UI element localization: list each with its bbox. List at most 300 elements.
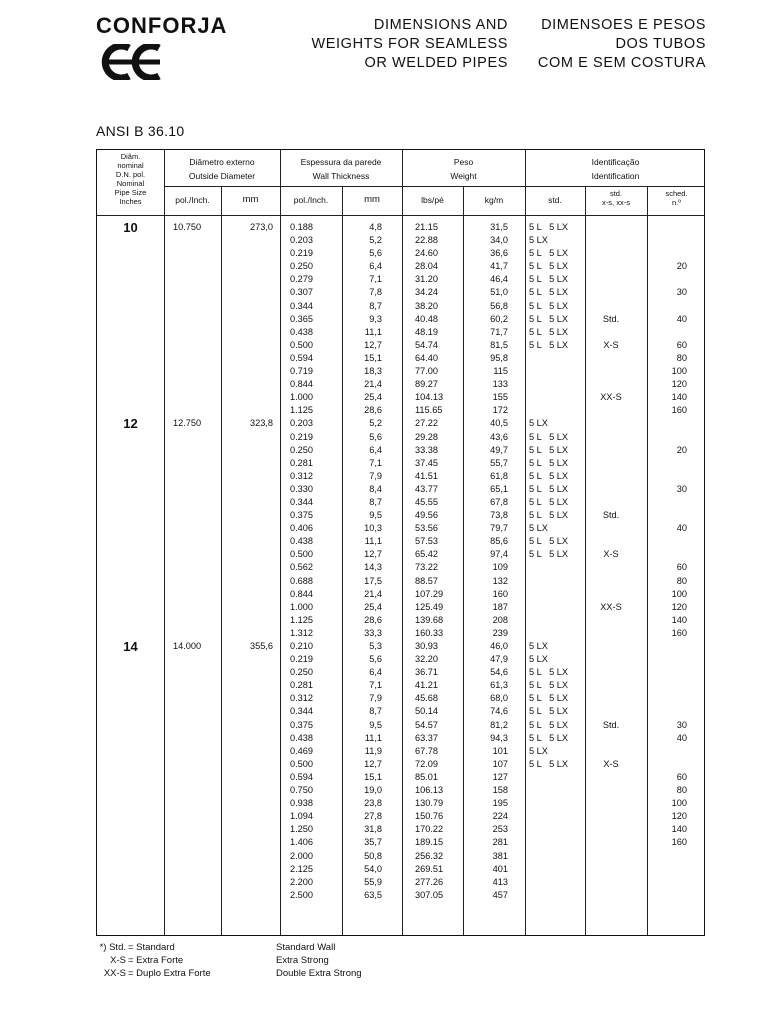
strength-class-cell: X-S [603,758,619,769]
col-divider [525,150,526,935]
schedule-cell [647,679,687,692]
std-designation-cell: 5 L 5 LX [529,457,568,468]
std-designation-cell: 5 L 5 LX [529,326,568,337]
strength-class-cell [585,797,637,810]
schedule-cell: 160 [671,837,687,848]
schedule-cell [647,273,687,286]
wall-inch-cell: 1.250 [290,824,313,835]
std-designation-cell: 5 L 5 LX [529,313,568,324]
od-mm-cell: 273,0 [250,222,273,232]
std-designation-cell: 5 LX [529,235,548,246]
strength-class-cell [585,326,637,339]
schedule-cell: 160 [671,405,687,416]
weight-kg-cell: 132 [492,575,508,586]
wall-inch-cell: 0.438 [290,536,313,547]
wall-inch-cell: 0.938 [290,798,313,809]
wall-mm-cell: 15,1 [364,352,382,363]
schedule-cell [647,221,687,234]
wall-inch-cell: 0.281 [290,457,313,468]
strength-column [585,221,637,902]
note-line [82,954,211,967]
wall-inch-cell: 0.500 [290,758,313,769]
schedule-cell [647,457,687,470]
weight-lbs-column [415,221,461,902]
company-logo [96,14,231,80]
weight-lbs-cell: 57.53 [415,536,438,547]
schedule-cell [647,326,687,339]
header-text: Outside Diameter [188,171,256,181]
wall-mm-cell: 35,7 [364,837,382,848]
header-text: std. [609,189,623,198]
weight-kg-cell: 47,9 [490,654,508,665]
weight-lbs-cell: 150.76 [415,811,444,822]
std-designation-cell: 5 LX [529,641,548,651]
header-text: Pipe Size [114,188,147,197]
header-weight-kg: kg/m [484,195,504,205]
strength-class-cell [585,273,637,286]
std-designation-cell [529,352,585,365]
od-inch-cell: 12.750 [173,418,202,429]
schedule-cell: 40 [676,523,687,534]
weight-lbs-cell: 307.05 [415,889,444,900]
wall-mm-cell: 19,0 [364,785,382,796]
weight-lbs-cell: 67.78 [415,745,438,756]
wall-mm-cell: 55,9 [364,876,382,887]
wall-inch-cell: 2.000 [290,850,313,861]
strength-class-cell [585,876,637,889]
std-designation-cell [529,823,585,836]
weight-kg-cell: 281 [492,837,508,848]
schedule-cell [647,234,687,247]
note-text: Double Extra Strong [276,968,362,979]
wall-inch-cell: 0.219 [290,654,313,665]
note-code: XX-S [103,968,126,979]
wall-inch-cell: 0.330 [290,483,313,494]
standard-label: ANSI B 36.10 [96,123,185,139]
wall-inch-cell: 0.500 [290,339,313,350]
nominal-size-cell: 14 [123,639,138,654]
std-designation-cell [529,601,585,614]
weight-kg-cell: 43,6 [490,431,508,442]
header-od-inch: pol./Inch. [175,195,210,205]
schedule-cell: 20 [676,261,687,272]
schedule-cell [647,535,687,548]
wall-mm-cell: 5,6 [369,248,382,259]
note-text: = Standard [128,942,175,953]
nominal-size-cell: 12 [123,416,138,432]
weight-lbs-cell: 48.19 [415,326,438,337]
wall-inch-cell: 0.279 [290,274,313,285]
weight-kg-cell: 65,1 [490,483,508,494]
std-designation-cell [529,850,585,863]
schedule-cell: 80 [676,352,687,363]
weight-kg-column [463,221,508,902]
strength-class-cell [585,234,637,247]
wall-inch-cell: 1.000 [290,392,313,403]
wall-mm-cell: 6,4 [369,261,382,272]
weight-lbs-cell: 63.37 [415,732,438,743]
col-divider [402,150,403,935]
schedule-cell: 140 [671,614,687,625]
header-text: n.º [672,198,681,207]
od-inch-column [173,221,221,902]
std-designation-cell: 5 LX [529,418,548,429]
wall-mm-cell: 5,2 [369,235,382,246]
wall-inch-cell: 0.344 [290,300,313,311]
wall-mm-cell: 9,5 [369,719,382,730]
cc-logo-icon [96,44,164,80]
strength-class-cell [585,247,637,260]
header-text: nominal [117,161,144,170]
weight-lbs-cell: 53.56 [415,523,438,534]
header-text: Wall Thickness [312,171,370,181]
title-pt-line: DIMENSOES E PESOS [541,17,706,33]
std-designation-cell [529,614,585,627]
strength-class-cell [585,431,637,444]
std-designation-cell: 5 L 5 LX [529,693,568,704]
nominal-size-column [97,221,164,902]
schedule-cell: 120 [671,601,687,612]
schedule-cell: 160 [671,627,687,638]
weight-lbs-cell: 65.42 [415,549,438,560]
od-inch-cell: 14.000 [173,641,202,651]
wall-mm-cell: 5,2 [369,418,382,429]
footnote-marker: *) [99,942,107,953]
strength-class-cell [585,745,637,758]
weight-lbs-cell: 54.57 [415,719,438,730]
weight-kg-cell: 31,5 [490,222,508,232]
wall-mm-cell: 7,1 [369,457,382,468]
weight-kg-cell: 41,7 [490,261,508,272]
weight-lbs-cell: 106.13 [415,785,444,796]
schedule-cell [647,470,687,483]
std-designation-cell: 5 L 5 LX [529,758,568,769]
wall-inch-cell: 0.203 [290,235,313,246]
std-designation-cell: 5 L 5 LX [529,706,568,717]
weight-lbs-cell: 32.20 [415,654,438,665]
std-designation-cell [529,771,585,784]
strength-class-cell [585,470,637,483]
schedule-cell [647,496,687,509]
wall-mm-cell: 28,6 [364,405,382,416]
std-designation-cell: 5 L 5 LX [529,444,568,455]
wall-inch-cell: 1.125 [290,405,313,416]
std-designation-cell: 5 L 5 LX [529,667,568,678]
std-designation-cell: 5 L 5 LX [529,510,568,521]
wall-inch-cell: 0.438 [290,732,313,743]
wall-mm-cell: 6,4 [369,667,382,678]
std-designation-cell: 5 LX [529,523,548,534]
schedule-cell: 20 [676,444,687,455]
header-text: Espessura da parede [300,157,382,167]
wall-inch-cell: 0.688 [290,575,313,586]
weight-lbs-cell: 189.15 [415,837,444,848]
note-code [82,941,128,954]
schedule-cell [647,863,687,876]
header-text: Weight [450,171,477,181]
schedule-cell: 40 [676,732,687,743]
weight-kg-cell: 160 [492,588,508,599]
weight-kg-cell: 97,4 [490,549,508,560]
std-designation-cell [529,863,585,876]
wall-inch-cell: 0.210 [290,641,313,651]
weight-kg-cell: 187 [492,601,508,612]
schedule-cell: 100 [671,588,687,599]
row-divider [97,215,704,216]
wall-mm-cell: 21,4 [364,379,382,390]
std-designation-cell: 5 L 5 LX [529,719,568,730]
row-divider [164,186,704,187]
weight-lbs-cell: 22.88 [415,235,438,246]
std-designation-cell: 5 L 5 LX [529,274,568,285]
wall-inch-cell: 0.500 [290,549,313,560]
schedule-cell [647,247,687,260]
weight-lbs-cell: 269.51 [415,863,444,874]
header-wall-inch: pol./Inch. [293,195,329,205]
weight-lbs-cell: 130.79 [415,798,444,809]
weight-kg-cell: 74,6 [490,706,508,717]
std-designation-cell: 5 LX [529,654,548,665]
col-divider [280,150,281,935]
weight-lbs-cell: 45.68 [415,693,438,704]
wall-inch-cell: 0.250 [290,667,313,678]
abbreviation-notes-pt [82,941,211,980]
weight-lbs-cell: 89.27 [415,379,438,390]
weight-kg-cell: 127 [492,771,508,782]
weight-kg-cell: 36,6 [490,248,508,259]
wall-mm-cell: 23,8 [364,798,382,809]
weight-lbs-cell: 54.74 [415,339,438,350]
weight-lbs-cell: 24.60 [415,248,438,259]
strength-class-cell [585,653,637,666]
wall-inch-cell: 1.312 [290,627,313,638]
wall-mm-cell: 4,8 [369,222,382,232]
strength-class-cell [585,823,637,836]
weight-lbs-cell: 256.32 [415,850,444,861]
weight-lbs-cell: 72.09 [415,758,438,769]
std-designation-cell: 5 L 5 LX [529,261,568,272]
strength-class-cell [585,640,637,653]
weight-lbs-cell: 41.51 [415,470,438,481]
schedule-cell: 120 [671,811,687,822]
std-designation-cell: 5 L 5 LX [529,339,568,350]
weight-kg-cell: 239 [492,627,508,638]
weight-lbs-cell: 170.22 [415,824,444,835]
wall-inch-cell: 0.219 [290,248,313,259]
wall-inch-cell: 0.281 [290,680,313,691]
wall-inch-cell: 0.365 [290,313,313,324]
wall-inch-cell: 0.344 [290,706,313,717]
wall-inch-cell: 0.844 [290,588,313,599]
schedule-cell: 140 [671,824,687,835]
logo-brand-text: CONFORJA [96,13,228,38]
std-designation-cell [529,575,585,588]
weight-kg-cell: 94,3 [490,732,508,743]
schedule-cell: 40 [676,313,687,324]
header-text: Peso [453,157,474,167]
weight-lbs-cell: 73.22 [415,562,438,573]
header-identification [525,157,706,181]
std-designation-cell [529,588,585,601]
weight-lbs-cell: 104.13 [415,392,444,403]
wall-inch-cell: 0.719 [290,366,313,377]
weight-lbs-cell: 125.49 [415,601,444,612]
weight-kg-cell: 79,7 [490,523,508,534]
header-text: x-s, xx-s [602,198,630,207]
wall-mm-cell: 25,4 [364,601,382,612]
weight-kg-cell: 67,8 [490,496,508,507]
weight-kg-cell: 208 [492,614,508,625]
wall-mm-cell: 5,3 [369,641,382,651]
weight-lbs-cell: 43.77 [415,483,438,494]
wall-mm-cell: 25,4 [364,392,382,403]
wall-mm-cell: 18,3 [364,366,382,377]
wall-mm-cell: 5,6 [369,654,382,665]
weight-kg-cell: 85,6 [490,536,508,547]
weight-lbs-cell: 30.93 [415,641,438,651]
schedule-cell [647,653,687,666]
strength-class-cell [585,810,637,823]
weight-kg-cell: 81,5 [490,339,508,350]
schedule-cell: 80 [676,785,687,796]
weight-kg-cell: 133 [492,379,508,390]
wall-inch-cell: 0.438 [290,326,313,337]
wall-mm-cell: 9,3 [369,313,382,324]
title-portuguese [538,16,706,73]
header-text: Diâmetro externo [189,157,255,167]
std-designation-cell: 5 L 5 LX [529,680,568,691]
schedule-cell [647,705,687,718]
schedule-cell: 60 [676,771,687,782]
weight-lbs-cell: 28.04 [415,261,438,272]
weight-kg-cell: 40,5 [490,418,508,429]
od-mm-column [221,221,273,902]
strength-class-cell [585,221,637,234]
schedule-cell: 100 [671,366,687,377]
note-text: = Duplo Extra Forte [128,968,211,979]
od-mm-cell: 323,8 [250,418,273,429]
header-std-strength [585,189,647,207]
wall-inch-cell: 1.125 [290,614,313,625]
weight-lbs-cell: 64.40 [415,352,438,363]
std-designation-cell: 5 L 5 LX [529,732,568,743]
weight-kg-cell: 195 [492,798,508,809]
weight-kg-cell: 101 [492,745,508,756]
title-english [312,16,509,73]
title-en-line: OR WELDED PIPES [364,55,508,71]
std-designation-cell: 5 L 5 LX [529,536,568,547]
weight-kg-cell: 253 [492,824,508,835]
weight-lbs-cell: 38.20 [415,300,438,311]
schedule-cell: 30 [676,483,687,494]
wall-mm-cell: 8,7 [369,706,382,717]
weight-kg-cell: 115 [493,366,508,377]
weight-kg-cell: 56,8 [490,300,508,311]
schedule-cell [647,300,687,313]
strength-class-cell [585,286,637,299]
schedule-cell: 30 [676,719,687,730]
wall-mm-cell: 54,0 [364,863,382,874]
weight-lbs-cell: 27.22 [415,418,438,429]
wall-inch-cell: 0.375 [290,719,313,730]
wall-inch-cell: 0.344 [290,496,313,507]
wall-mm-cell: 8,7 [369,496,382,507]
header-od-mm: mm [242,194,259,205]
weight-kg-cell: 51,0 [490,287,508,298]
std-designation-cell [529,378,585,391]
std-designation-cell [529,784,585,797]
std-designation-cell: 5 L 5 LX [529,470,568,481]
wall-mm-cell: 8,7 [369,300,382,311]
strength-class-cell [585,588,637,601]
header-schedule [647,189,706,207]
note-line [82,967,211,980]
std-column [529,221,585,902]
std-designation-cell [529,561,585,574]
schedule-cell [647,876,687,889]
weight-kg-cell: 155 [492,392,508,403]
std-designation-cell [529,876,585,889]
schedule-cell [647,692,687,705]
note-text: Extra Strong [276,955,329,966]
weight-lbs-cell: 277.26 [415,876,444,887]
od-mm-cell: 355,6 [250,641,273,651]
wall-inch-cell: 0.375 [290,510,313,521]
title-en-line: DIMENSIONS AND [373,17,508,33]
schedule-cell [647,745,687,758]
col-divider [164,150,165,935]
weight-kg-cell: 61,8 [490,470,508,481]
wall-mm-cell: 21,4 [364,588,382,599]
wall-mm-cell: 7,1 [369,274,382,285]
wall-mm-cell: 12,7 [364,549,382,560]
weight-lbs-cell: 88.57 [415,575,438,586]
wall-mm-cell: 15,1 [364,771,382,782]
note-text: = Extra Forte [128,955,184,966]
weight-kg-cell: 73,8 [490,510,508,521]
strength-class-cell: Std. [602,510,620,521]
wall-mm-cell: 12,7 [364,758,382,769]
weight-lbs-cell: 29.28 [415,431,438,442]
wall-mm-cell: 50,8 [364,850,382,861]
wall-mm-column [342,221,382,902]
wall-mm-cell: 5,6 [369,431,382,442]
wall-inch-cell: 0.594 [290,352,313,363]
wall-inch-cell: 2.200 [290,876,313,887]
strength-class-cell [585,784,637,797]
std-designation-cell: 5 L 5 LX [529,549,568,560]
weight-kg-cell: 60,2 [490,313,508,324]
weight-lbs-cell: 37.45 [415,457,438,468]
weight-lbs-cell: 34.24 [415,287,438,298]
title-en-line: WEIGHTS FOR SEAMLESS [311,36,508,52]
header-text: Identification [591,171,640,181]
weight-kg-cell: 401 [492,863,508,874]
weight-lbs-cell: 115.65 [415,405,443,416]
wall-inch-column [290,221,330,902]
weight-lbs-cell: 41.21 [415,680,438,691]
strength-class-cell [585,836,637,849]
wall-inch-cell: 1.406 [290,837,313,848]
weight-lbs-cell: 31.20 [415,274,438,285]
weight-kg-cell: 61,3 [490,680,508,691]
pipe-dimensions-table [96,149,705,936]
header-text: Inches [119,197,142,206]
wall-mm-cell: 8,4 [369,483,382,494]
weight-kg-cell: 81,2 [490,719,508,730]
strength-class-cell [585,561,637,574]
schedule-cell: 60 [676,339,687,350]
